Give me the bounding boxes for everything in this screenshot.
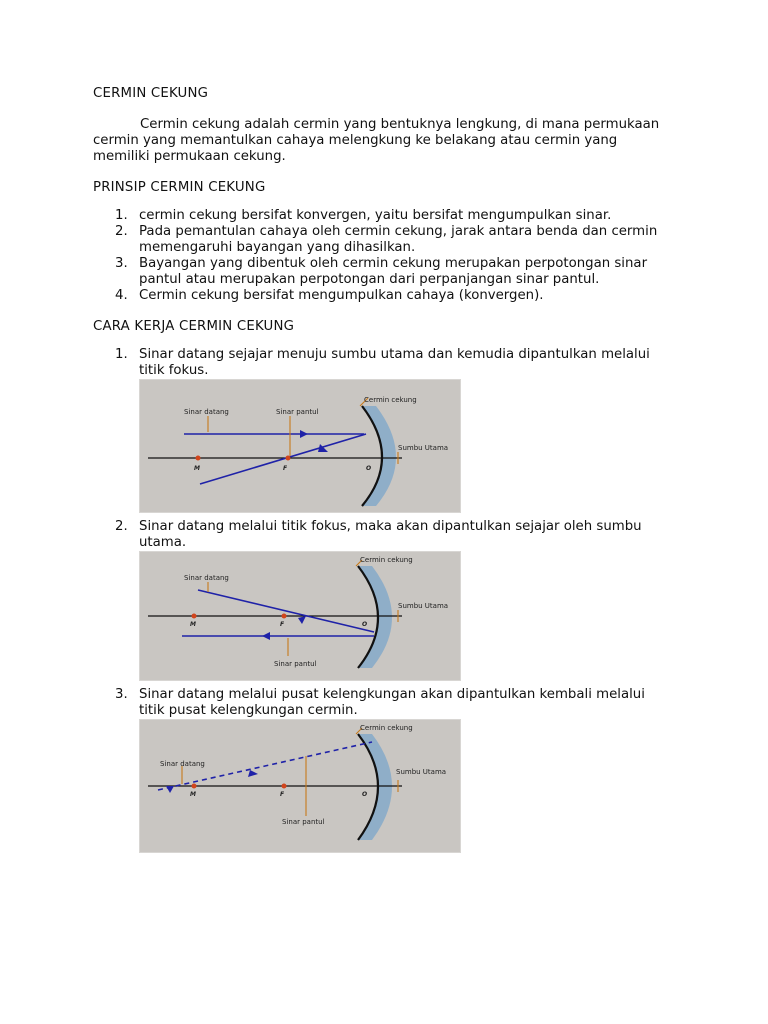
steps-list [93,519,673,551]
heading-cara-kerja: CARA KERJA CERMIN CEKUNG [93,319,295,334]
diagram-focus-ray [139,551,461,681]
label-sinar-datang: Sinar datang [160,760,205,768]
label-m: M [194,465,200,472]
label-sumbu-utama: Sumbu Utama [396,768,447,776]
point-f [282,614,287,619]
arrowhead [248,770,258,777]
intro-paragraph [93,117,673,165]
label-f: F [283,465,288,472]
label-cermin-cekung: Cermin cekung [364,396,417,404]
heading-prinsip: PRINSIP CERMIN CEKUNG [93,180,266,195]
arrowhead [166,786,174,793]
list-item: 3. Sinar datang melalui pusat kelengkungan akan dipantulkan kembali melalui titik pusat kelengkungan cermin. [115,687,645,718]
label-o: O [362,791,368,798]
mirror-hatch [358,734,392,840]
arrowhead [298,616,306,624]
label-sinar-datang: Sinar datang [184,408,229,416]
intro-text: Cermin cekung adalah cermin yang bentuknya lengkung, di mana permukaan cermin yang memantulkan cahaya melengkung ke belakang atau cermin yang memiliki permukaan cekung. [93,117,660,164]
label-sinar-pantul: Sinar pantul [282,818,325,826]
label-o: O [366,465,372,472]
label-sumbu-utama: Sumbu Utama [398,444,449,452]
label-sinar-pantul: Sinar pantul [276,408,319,416]
point-m [192,614,197,619]
list-item: 1. Sinar datang sejajar menuju sumbu utama dan kemudia dipantulkan melalui titik fokus. [115,347,650,378]
list-item: 2. Pada pemantulan cahaya oleh cermin cekung, jarak antara benda dan cermin memengaruhi bayangan yang dihasilkan. [115,224,658,255]
label-sinar-datang: Sinar datang [184,574,229,582]
label-sumbu-utama: Sumbu Utama [398,602,449,610]
steps-list [93,347,673,379]
mirror-hatch [362,406,396,506]
label-cermin-cekung: Cermin cekung [360,724,413,732]
list-item: 2. Sinar datang melalui titik fokus, maka akan dipantulkan sejajar oleh sumbu utama. [115,519,642,550]
list-item: 3. Bayangan yang dibentuk oleh cermin cekung merupakan perpotongan sinar pantul atau merupakan perpotongan dari perpanjangan sinar pantul. [115,256,648,287]
document-page [93,86,673,853]
diagram-center-ray [139,719,461,853]
label-f: F [280,791,285,798]
steps-list [93,687,673,719]
point-m [196,456,201,461]
point-f [282,784,287,789]
arrowhead [300,430,308,438]
list-item: 4. Cermin cekung bersifat mengumpulkan cahaya (konvergen). [115,288,544,303]
incident-ray [198,590,374,632]
label-m: M [190,791,196,798]
point-m [192,784,197,789]
point-f [286,456,291,461]
label-cermin-cekung: Cermin cekung [360,556,413,564]
label-m: M [190,621,196,628]
diagram-parallel-ray [139,379,461,513]
mirror-hatch [358,566,392,668]
principles-list [93,208,673,304]
arrowhead [262,632,270,640]
label-sinar-pantul: Sinar pantul [274,660,317,668]
list-item: 1. cermin cekung bersifat konvergen, yaitu bersifat mengumpulkan sinar. [115,208,612,223]
label-o: O [362,621,368,628]
reflected-ray [200,434,366,484]
heading-cermin-cekung: CERMIN CEKUNG [93,86,209,101]
label-f: F [280,621,285,628]
